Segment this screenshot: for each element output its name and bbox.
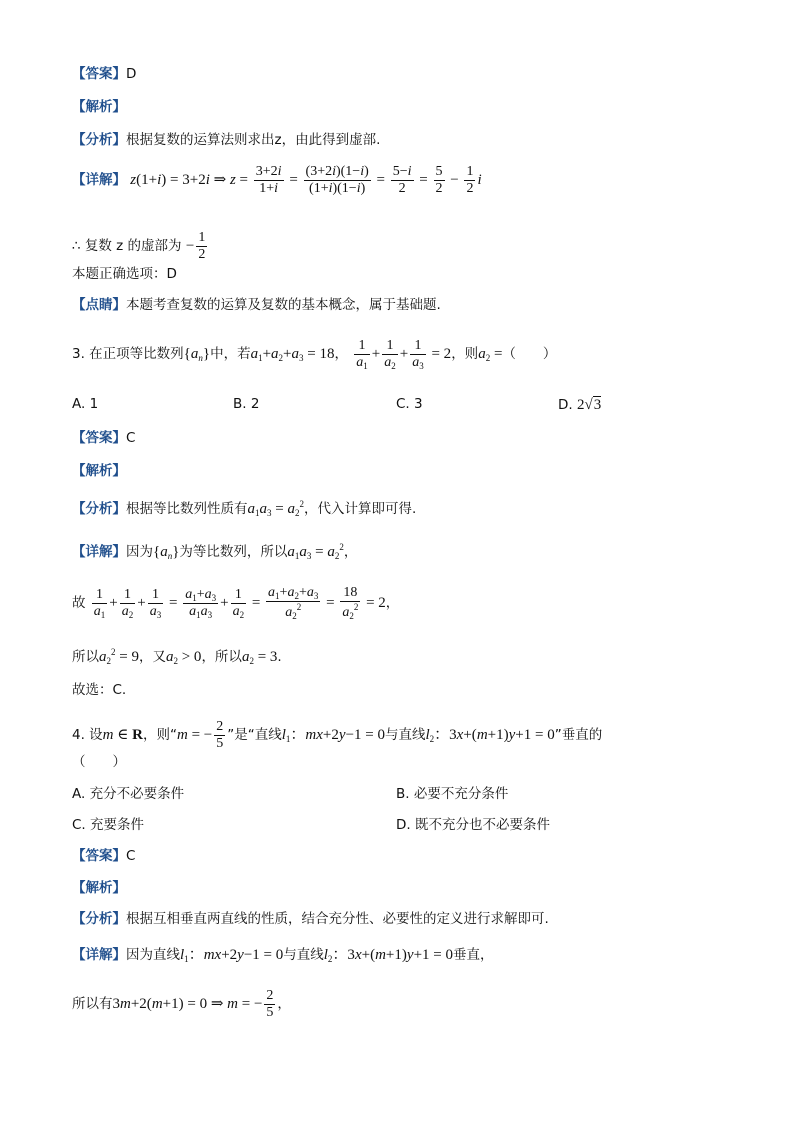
q4-paren-line [72,756,126,770]
q3-option-d: D. 2√3 [558,397,602,413]
q3-answer-value: C [126,430,136,446]
q3-option-b: B. 2 [233,396,260,412]
detail-tag: 【详解】 [72,544,126,560]
q3-choose-line [72,684,126,698]
q3-step-prefix: 故 [72,594,86,611]
detail-tag: 【详解】 [72,172,126,189]
q2-analysis-line [72,101,126,115]
q4-option-d: D. 既不充分也不必要条件 [396,817,550,833]
q3-detail-line: 【详解】因为$\{a_n\}$为等比数列，所以$a_1a_3 = a_2^2$， [72,542,358,561]
q3-answer-line [72,432,135,446]
q3-result-prefix: 所以 [72,649,99,665]
q4-stem-mid: ，则“ [142,727,177,744]
q4-stem-suffix: ”垂直的 [554,727,603,744]
q4-detail-suffix: 垂直， [452,947,494,963]
q4-stem-line: 4. 设m ∈ R，则“m = − $\frac{2}{5}$ ”是“直线$l_1$：mx+2y−1 = 0与直线$l_2$：3x+(m+1)y+1 = 0”垂直的 [72,719,603,752]
q2-comment-line [72,299,441,313]
fenxi-tag: 【分析】 [72,911,126,927]
q4-stem-mid3: 与直线 [384,727,426,744]
q2-answer-value: D [126,66,137,82]
q4-paren: （ ） [72,754,126,770]
q4-answer-value: C [126,848,136,864]
q4-stem-mid2: ”是“直线 [227,727,282,744]
q3-stem-prefix: 3. 在正项等比数列 [72,346,184,363]
q3-stem-paren: （ ） [502,346,557,363]
q2-conclusion-text: ∴ 复数 z 的虚部为 [72,238,182,255]
analysis-tag: 【解析】 [72,99,126,115]
q4-detail-mid: 与直线 [283,947,324,963]
q2-answer-line [72,68,136,82]
q4-result-prefix: 所以有 [72,996,113,1013]
q4-analysis-line [72,882,126,896]
q2-fenxi-text: 根据复数的运算法则求出z，由此得到虚部. [126,132,381,148]
q2-detail-line [72,164,482,197]
detail-tag: 【详解】 [72,947,126,963]
q3-stem-mid: 中，若 [210,346,251,363]
q2-correct-text: 本题正确选项：D [72,266,177,282]
q2-detail-formula: z(1+i) = 3+2i ⇒ z = $\frac{3+2i}{1+i}$ = $\frac{(3+2i)(1-i)}{(1+i)(1-i)}$ = $\frac{5-i}{2}$ = $\frac{5}{2}$ − $\frac{1}{2}$ i [130,164,482,197]
q3-stem-line: 3. 在正项等比数列$\{a_n\}$中，若$a_1+a_2+a_3 = 18$， $\frac{1}{a_1}$ + $\frac{1}{a_2}$ + $\frac{1}{a_3}$ = 2，则$a_2$ =（ ） [72,338,557,372]
q3-stem-suffix: ，则 [451,346,479,363]
answer-tag: 【答案】 [72,848,126,864]
q3-option-a: A. 1 [72,396,99,412]
q3-result-mid2: ，所以 [201,649,242,665]
q4-stem-prefix: 4. 设 [72,727,103,744]
analysis-tag: 【解析】 [72,463,126,479]
q3-fenxi-text: 根据等比数列性质有 [126,501,248,517]
q3-fenxi-line: 【分析】根据等比数列性质有$a_1a_3 = a_2^2$，代入计算即可得. [72,499,417,518]
q2-correct-line [72,268,177,282]
q3-choose-text: 故选：C. [72,682,127,698]
q3-result-mid: ，又 [138,649,166,665]
q2-fenxi-line [72,134,380,148]
comment-tag: 【点睛】 [72,297,126,313]
q4-fenxi-line [72,913,549,927]
q4-option-b: B. 必要不充分条件 [396,786,509,802]
q4-option-a: A. 充分不必要条件 [72,786,185,802]
q4-answer-line [72,850,135,864]
q4-detail-line: 【详解】因为直线$l_1$：mx+2y−1 = 0与直线$l_2$：3x+(m+1)y+1 = 0垂直， [72,947,494,964]
answer-tag: 【答案】 [72,66,126,82]
q3-option-c: C. 3 [396,396,423,412]
q3-step-line: 故 $\frac{1}{a_1}$ + $\frac{1}{a_2}$ + $\frac{1}{a_3}$ = $\frac{a_1+a_3}{a_1a_3}$ + $\frac{1}{a_2}$ = $\frac{a_1+a_2+a_3}{a_2^2}$ = $\frac{18}{a_2^2}$ = 2， [72,585,400,622]
q2-conclusion-line: ∴ 复数 z 的虚部为 − $\frac{1}{2}$ [72,230,206,263]
q4-fenxi-text: 根据互相垂直两直线的性质，结合充分性、必要性的定义进行求解即可. [126,911,549,927]
q3-detail-prefix: 因为 [126,544,153,560]
q4-result-line: 所以有3m+2(m+1) = 0 ⇒ m = − $\frac{2}{5}$ ， [72,988,291,1021]
q4-detail-prefix: 因为直线 [126,947,180,963]
q2-comment-text: 本题考查复数的运算及复数的基本概念，属于基础题. [126,297,441,313]
q3-option-d-label: D. [558,397,573,413]
analysis-tag: 【解析】 [72,880,126,896]
answer-tag: 【答案】 [72,430,126,446]
q3-result-line: 所以$a_2^2 = 9$，又$a_2 > 0$，所以$a_2 = 3$. [72,647,282,666]
q3-analysis-line [72,465,126,479]
fenxi-tag: 【分析】 [72,132,126,148]
fenxi-tag: 【分析】 [72,501,126,517]
q3-fenxi-tail: ，代入计算即可得. [303,501,417,517]
q4-option-c: C. 充要条件 [72,817,145,833]
q3-detail-mid: 为等比数列，所以 [179,544,288,560]
